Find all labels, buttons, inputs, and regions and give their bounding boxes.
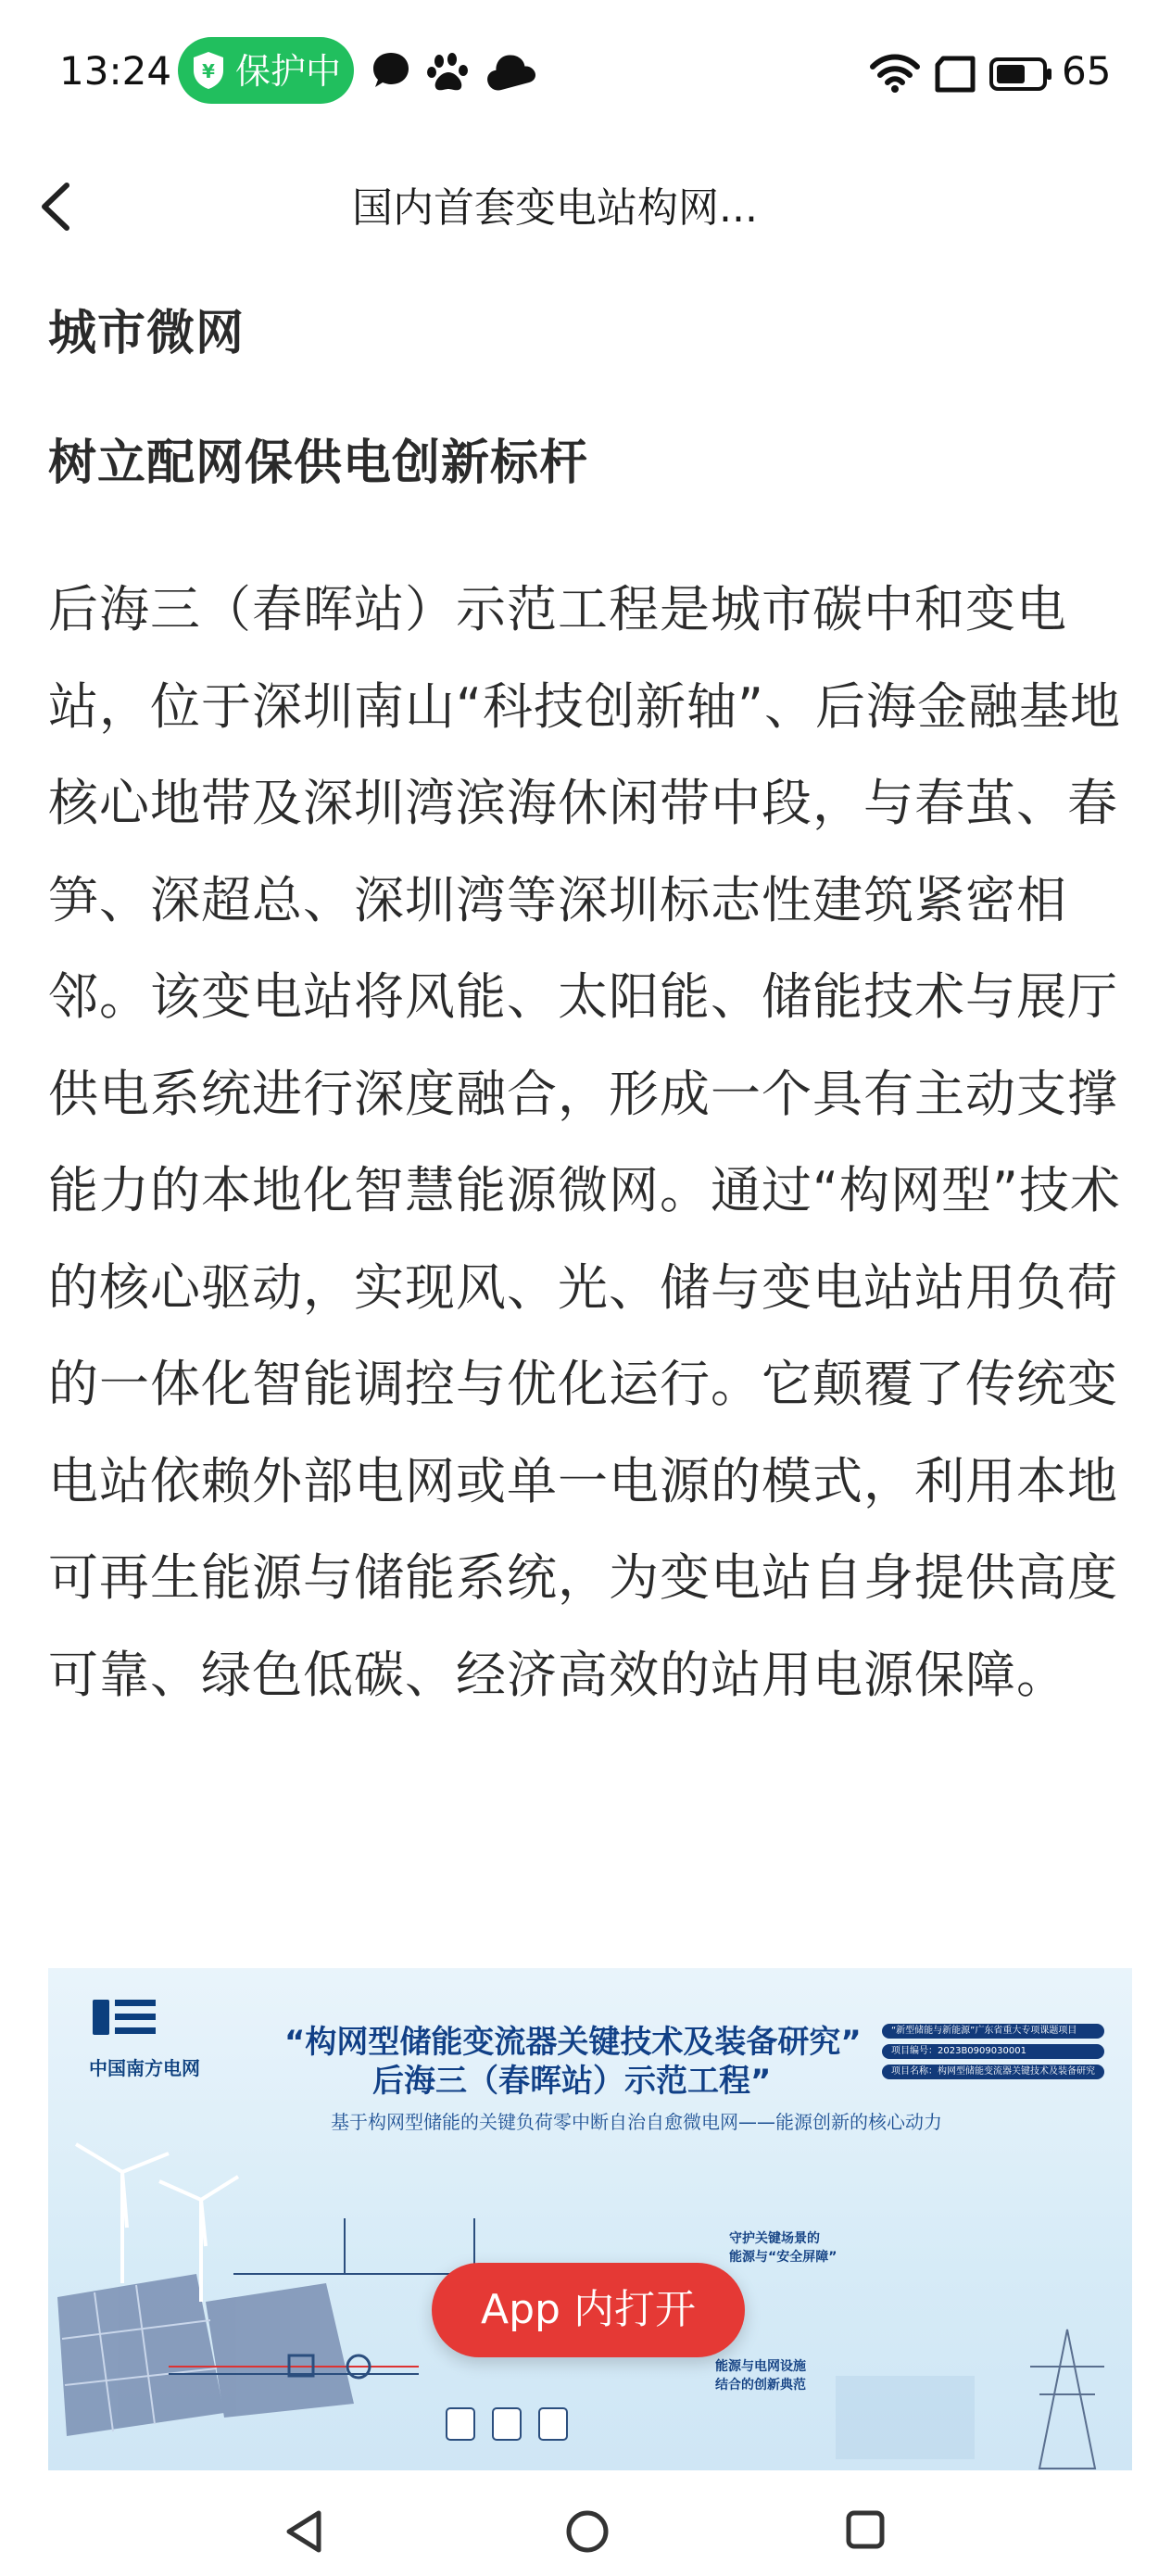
poster-subtitle: 基于构网型储能的关键负荷零中断自治自愈微电网——能源创新的核心动力 xyxy=(331,2111,942,2133)
status-bar xyxy=(0,0,1171,145)
poster-title: “构网型储能变流器关键技术及装备研究” xyxy=(284,2024,862,2061)
poster-logo-text: 中国南方电网 xyxy=(89,2057,200,2079)
recent-square-icon[interactable] xyxy=(845,2509,886,2550)
svg-text:¥: ¥ xyxy=(202,60,215,82)
section-heading: 城市微网 xyxy=(48,306,246,361)
chevron-left-icon[interactable] xyxy=(30,174,82,239)
battery-icon xyxy=(989,57,1052,91)
back-triangle-icon[interactable] xyxy=(283,2509,324,2554)
baidu-paw-icon xyxy=(426,50,471,95)
protection-label: 保护中 xyxy=(235,51,342,92)
protection-badge[interactable] xyxy=(178,37,354,104)
section-subheading: 树立配网保供电创新标杆 xyxy=(48,436,589,491)
page-title: 国内首套变电站构网... xyxy=(352,184,758,232)
sim-card-icon xyxy=(934,56,976,93)
status-time: 13:24 xyxy=(59,48,172,94)
article-image[interactable] xyxy=(48,1968,1132,2470)
wifi-icon xyxy=(869,50,921,95)
home-circle-icon[interactable] xyxy=(565,2509,610,2554)
csg-logo-icon xyxy=(93,1996,157,2039)
poster-tag: 项目编号：2023B0909030001 xyxy=(882,2044,1104,2059)
article-paragraph: 后海三（春晖站）示范工程是城市碳中和变电站，位于深圳南山“科技创新轴”、后海金融基地核心地带及深圳湾滨海休闲带中段，与春茧、春笋、深超总、深圳湾等深圳标志性建筑紧密相邻。该变电站将风能、太阳能、储能技术与展厅供电系统进行深度融合，形成一个具有主动支撑能力的本地化智慧能源微网。通过“构网型”技术的核心驱动，实现风、光、储与变电站站用负荷的一体化智能调控与优化运行。它颠覆了传统变电站依赖外部电网或单一电源的模式，利用本地可再生能源与储能系统，为变电站自身提供高度可靠、绿色低碳、经济高效的站用电源保障。 xyxy=(48,580,1121,1704)
poster-side-label: 能源与电网设施 结合的创新典范 xyxy=(715,2359,806,2393)
poster-title-line2: 后海三（春晖站）示范工程” xyxy=(372,2063,772,2100)
poster-tag: “新型储能与新能源”广东省重大专项课题项目 xyxy=(882,2024,1104,2039)
poster-project-tags xyxy=(882,2024,1104,2085)
chat-bubble-icon xyxy=(371,50,411,91)
system-navigation-bar xyxy=(0,2483,1171,2576)
cloud-icon xyxy=(484,50,535,91)
battery-level: 65 xyxy=(1062,48,1112,94)
poster-side-label: 守护关键场景的 能源与“安全屏障” xyxy=(729,2231,837,2265)
navigation-bar xyxy=(0,148,1171,269)
shield-icon xyxy=(191,50,226,91)
poster-tag: 项目名称：构网型储能变流器关键技术及装备研究 xyxy=(882,2065,1104,2079)
open-in-app-button[interactable]: App 内打开 xyxy=(432,2263,745,2357)
